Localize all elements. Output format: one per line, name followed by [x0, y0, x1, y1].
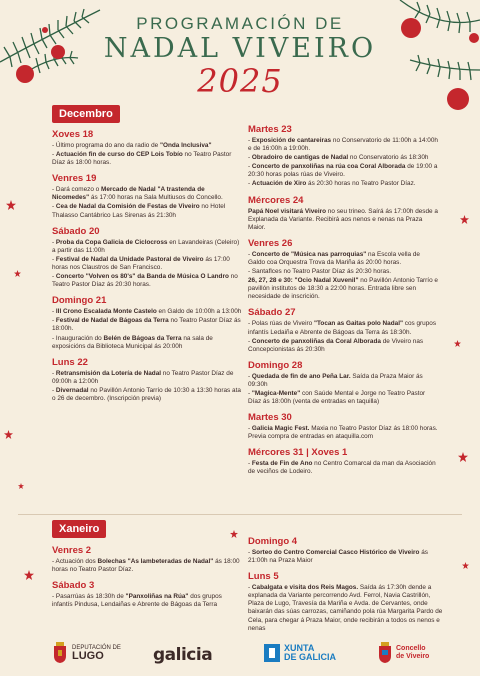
event-text: na sala de exposicións da Biblioteca Municipal ás 20:00h: [52, 334, 213, 350]
event-text: -: [52, 386, 56, 394]
january-left-column: [52, 545, 242, 610]
month-label-january: Xaneiro: [52, 520, 106, 538]
event-item: [248, 584, 444, 633]
logo-galicia: [153, 645, 212, 665]
event-highlight: Belén de Bágoas da Terra: [103, 334, 182, 342]
header: [0, 0, 480, 100]
day-heading: Mércores 31 | Xoves 1: [248, 447, 348, 459]
footer-logos: [0, 636, 480, 676]
event-highlight: Bolechas "As lambeteradas de Nadal": [97, 558, 214, 565]
star-icon: [6, 200, 16, 210]
event-item: [52, 558, 242, 574]
event-highlight: Actuación fin de curso do CEP Lois Tobío: [55, 151, 183, 159]
event-text: -: [248, 460, 252, 468]
event-text: con Saúde Mental e Jorge no Teatro Pastor Díaz ás 18:00h (venta de entradas en taquilla): [248, 389, 426, 406]
event-text: -: [248, 137, 252, 144]
xunta-emblem-icon: [264, 642, 280, 664]
concello-text: Concello: [396, 645, 426, 652]
event-text: - Actuación dos: [52, 558, 98, 565]
event-text: no Teatro Pastor Díaz de 09:00h a 12:00h: [52, 369, 234, 385]
event-highlight: Concerto de panxoliñas da Coral Alborada: [251, 337, 381, 345]
event-text: -: [248, 584, 252, 592]
event-item: [52, 308, 242, 316]
event-item: [248, 460, 438, 476]
event-highlight: Cea de Nadal da Comisión de Festas de Viveiro: [55, 203, 200, 211]
event-text: ás 21:00h na Praza Maior: [248, 549, 428, 565]
january-right-column: [248, 536, 444, 634]
event-text: - Inauguración do: [52, 334, 104, 342]
section-divider: [18, 514, 462, 515]
event-highlight: Sorteo do Centro Comercial Casco Histórico de Viveiro: [251, 549, 420, 556]
event-highlight: "Onda Inclusiva": [160, 142, 212, 149]
event-text: - Dará comezo o: [52, 186, 102, 194]
event-item: [52, 273, 242, 289]
event-text: en Lavandeiras (Celeiro) a partir das 11:00h: [52, 238, 240, 254]
day-heading: Mércores 24: [248, 194, 304, 206]
star-icon: [24, 570, 34, 580]
day-heading: Martes 30: [248, 412, 292, 424]
lugo-small-text: DEPUTACIÓN DE: [72, 644, 121, 651]
day-heading: Domingo 28: [248, 359, 303, 371]
event-item: [248, 425, 438, 441]
event-highlight: Galicia Magic Fest.: [251, 425, 310, 433]
event-text: no Conservatorio de 11:00h a 14:00h e de 16:00h a 19:00h.: [248, 137, 438, 153]
event-text: -: [52, 203, 56, 211]
event-item: [248, 251, 438, 267]
event-highlight: 26, 27, 28 e 30: "Ocio Nadal Xuvenil": [248, 277, 359, 285]
event-text: -: [248, 250, 252, 258]
de-viveiro-text: de Viveiro: [396, 653, 430, 660]
event-text: - Polas rúas de Viveiro: [248, 320, 314, 328]
day-heading: Venres 2: [52, 545, 92, 556]
event-highlight: Exposición de cantareiras: [251, 137, 332, 144]
event-item: [248, 154, 438, 162]
event-text: no Teatro Pastor Díaz ás 18:00h.: [52, 317, 241, 333]
event-text: na Escola vella de Galdo coa Orquestra Trova da Mariña ás 20:00 horas.: [248, 250, 420, 266]
month-label-december: Decembro: [52, 105, 120, 123]
event-item: [52, 370, 242, 386]
december-left-column: [52, 129, 242, 404]
event-item: [248, 320, 438, 336]
event-highlight: III Crono Escalada Monte Castelo: [55, 308, 157, 316]
event-text: -: [52, 151, 56, 159]
event-text: no Teatro Pastor Díaz ás 18:00 horas.: [52, 151, 232, 167]
event-text: en Galdo de 10:00h a 13:00h: [156, 308, 242, 316]
event-text: ás 20:30 horas no Teatro Pastor Díaz.: [306, 180, 416, 188]
viveiro-coat-of-arms-icon: [378, 642, 392, 664]
event-item: [248, 549, 444, 565]
event-text: no Pavillón Antonio Tarrío e pavillón institutos de 18:30 a 22:00 horas. Entrada libre sen necesidade de inscrición.: [248, 277, 438, 301]
coat-of-arms-icon: [52, 642, 68, 664]
december-right-column: [248, 124, 438, 478]
event-item: [52, 593, 242, 609]
logo-xunta: [264, 642, 336, 664]
event-text: cos grupos infantís Ledaiña e Abrente de Bágoas da Terra ás 18:30h.: [248, 320, 437, 336]
event-text: -: [248, 163, 252, 171]
day-heading: Sábado 27: [248, 307, 296, 319]
event-highlight: Divernadal: [55, 386, 89, 394]
event-text: -: [248, 389, 252, 397]
event-item: [52, 256, 242, 272]
event-text: Saída ás 17:30h dende a explanada da Variante percorrendo Avd. Ferrol, Navia Castrillón, Plaza de Lugo, Travesía da Mariña e Avda. de Cervantes, onde baixarán das súas carrozas, camiñando pola rúa Margarita Pardo de Cela, para chegar á Praza Maior, onde recibirán a todos os nenos e nenas: [248, 584, 443, 632]
event-highlight: Papá Noel visitará Viveiro: [248, 207, 327, 215]
event-text: -: [52, 317, 56, 325]
super-title: PROGRAMACIÓN DE: [136, 14, 344, 33]
star-icon: [454, 340, 461, 347]
event-item: [52, 186, 242, 202]
event-text: Maxia no Teatro Pastor Díaz ás 18:00 horas. Previa compra de entradas en ataquilla.com: [248, 425, 438, 441]
event-item: [52, 239, 242, 255]
day-heading: Xoves 18: [52, 129, 94, 140]
star-icon: [460, 215, 469, 224]
event-item: [52, 203, 242, 219]
event-text: -: [248, 154, 252, 162]
star-icon: [18, 483, 24, 489]
event-highlight: Mercado de Nadal "A trastenda de Nicomedes": [52, 186, 205, 202]
star-icon: [14, 270, 21, 277]
event-text: dos grupos infantís Pindusa, Lendaiñas e Abrente de Bágoas da Terra: [52, 593, 222, 609]
event-item: [248, 180, 438, 188]
event-item: [52, 335, 242, 351]
event-text: -: [248, 425, 252, 433]
event-highlight: Festival de Nadal da Unidade Pastoral de Viveiro: [55, 255, 204, 263]
event-text: - Santaflces no Teatro Pastor Díaz ás 20:30 horas.: [248, 268, 392, 276]
lugo-big-text: LUGO: [72, 649, 104, 662]
event-text: -: [52, 273, 56, 281]
event-text: no Conservatorio ás 18:30h: [348, 154, 429, 162]
event-highlight: Cabalgata e visita dos Reis Magos.: [251, 584, 359, 592]
event-item: [248, 268, 438, 276]
event-item: [248, 137, 438, 153]
logo-deputacion-lugo: [52, 642, 121, 664]
event-text: -: [52, 308, 56, 316]
event-item: [52, 317, 242, 333]
event-item: [248, 373, 438, 389]
event-highlight: Quedada de fin de ano Peña Lar.: [251, 372, 351, 380]
event-highlight: Festa de Fin de Ano: [251, 460, 313, 468]
logo-concello-viveiro: [378, 642, 429, 664]
event-text: - Pasarrúas ás 18:30h de: [52, 593, 126, 601]
event-text: ás 17:00 horas na Sala Multiusos do Concello.: [89, 194, 223, 202]
event-highlight: Obradoiro de cantigas de Nadal: [251, 154, 349, 162]
event-text: -: [52, 255, 56, 263]
event-text: ás 17:00 horas nos Claustros de San Francisco.: [52, 255, 230, 271]
star-icon: [458, 452, 468, 462]
event-text: Saída da Praza Maior ás 09:30h: [248, 372, 423, 388]
event-text: de Viveiro nas Concepcionistas ás 20:30h: [248, 337, 424, 353]
event-highlight: Actuación de Xiro: [251, 180, 307, 188]
day-heading: Luns 5: [248, 571, 279, 583]
event-highlight: Proba da Copa Galicia de Ciclocross: [55, 238, 168, 246]
year-title: 2025: [197, 62, 283, 100]
de-galicia-text: DE GALICIA: [284, 652, 337, 662]
event-highlight: "Panxoliñas na Rúa": [125, 593, 189, 601]
day-heading: Venres 26: [248, 237, 293, 249]
event-highlight: Concerto de "Música nas parroquias": [251, 250, 367, 258]
event-text: no Pavillón Antonio Tarrío de 10:30 a 13:30 horas ata o 26 de decembro. (Inscripción previa): [52, 386, 241, 402]
event-text: -: [248, 372, 252, 380]
event-text: ás 18:00 horas no Teatro Pastor Díaz.: [52, 558, 240, 574]
event-text: no Teatro Pastor Díaz ás 20:30 horas.: [52, 273, 238, 289]
day-heading: Sábado 3: [52, 580, 95, 592]
event-highlight: Retransmisión da Lotería de Nadal: [55, 369, 162, 377]
event-text: -: [248, 549, 252, 556]
star-icon: [230, 530, 238, 538]
event-item: [248, 277, 438, 301]
event-item: [52, 151, 242, 167]
event-highlight: Festival de Nadal de Bágoas da Terra: [55, 317, 169, 325]
day-heading: Domingo 4: [248, 536, 298, 547]
star-icon: [462, 562, 469, 569]
day-heading: Luns 22: [52, 356, 88, 368]
day-heading: Sábado 20: [52, 225, 100, 237]
event-text: de 19:00 a 20:30 horas polas rúas de Viveiro.: [248, 163, 438, 179]
event-text: -: [248, 180, 252, 188]
galicia-wordmark: galicia: [153, 645, 213, 665]
event-highlight: "Tocan as Gaitas polo Nadal": [313, 320, 403, 328]
event-text: -: [248, 337, 252, 345]
event-item: [248, 390, 438, 406]
event-text: no seu trineo. Saírá ás 17:00h desde a Explanada da Variante. Recibirá aos nenos e nenas na Praza Maior.: [248, 207, 438, 231]
event-highlight: Concerto de panxoliñas na rúa coa Coral Alborada: [251, 163, 406, 171]
event-item: [52, 387, 242, 403]
event-text: - Último programa do ano da radio de: [52, 142, 160, 149]
day-heading: Domingo 21: [52, 295, 107, 307]
event-item: [52, 142, 242, 150]
event-item: [248, 208, 438, 232]
page-title: NADAL VIVEIRO: [103, 33, 377, 64]
xunta-text: XUNTA: [284, 643, 315, 653]
event-item: [248, 163, 438, 179]
event-text: no Hotel Thalasso Cantábrico Las Sirenas ás 21:30h: [52, 203, 226, 219]
event-text: no Centro Comarcal da man da Asociación de veciños de Lodeiro.: [248, 460, 436, 476]
star-icon: [4, 430, 13, 439]
event-item: [248, 338, 438, 354]
event-text: -: [52, 238, 56, 246]
event-text: -: [52, 369, 56, 377]
day-heading: Venres 19: [52, 173, 97, 185]
event-highlight: Concerto "Volven os 80's" da Banda de Música O Landro: [55, 273, 229, 281]
day-heading: Martes 23: [248, 124, 292, 135]
event-highlight: "Magica-Mente": [251, 389, 301, 397]
